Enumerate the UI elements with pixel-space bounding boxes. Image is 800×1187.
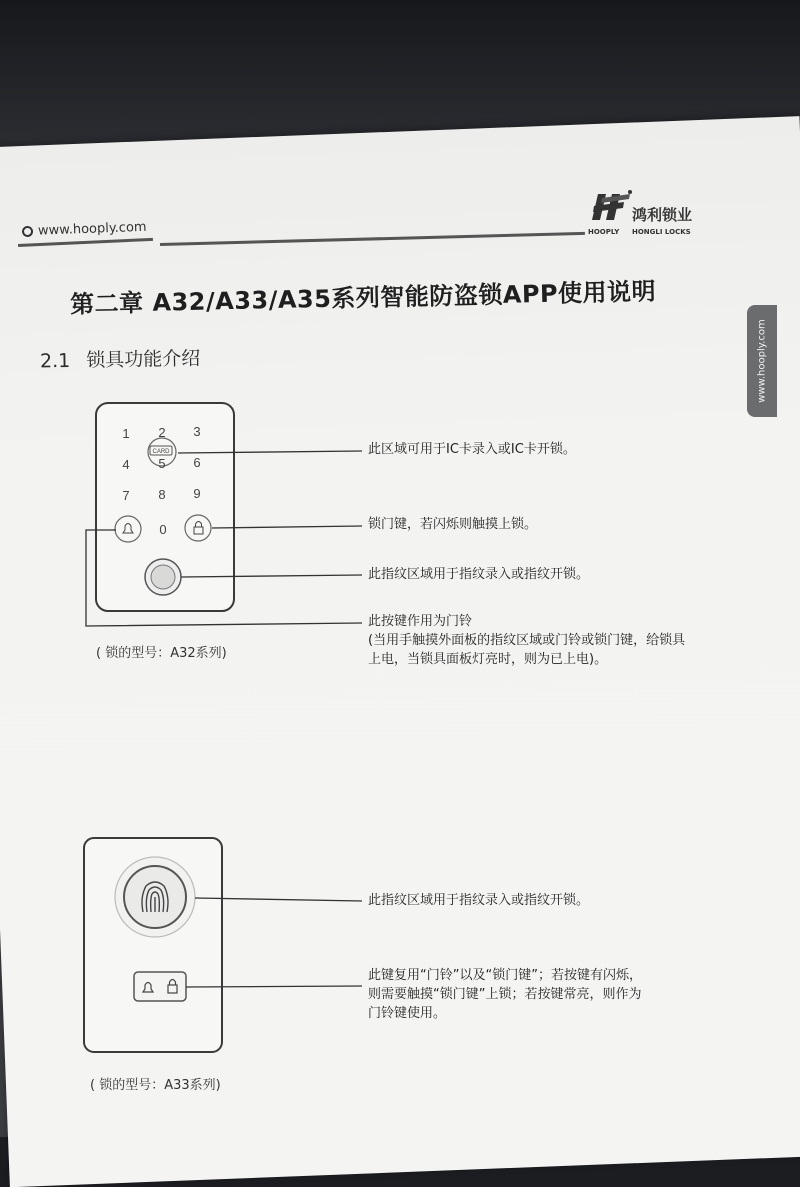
key-4: 4 (122, 457, 130, 472)
brand-name-cn: 鸿利锁业 (632, 206, 693, 224)
key-6: 6 (193, 455, 201, 470)
bell-lock-combo-key (134, 972, 186, 1001)
key-9: 9 (193, 486, 201, 501)
side-tab-url: www.hooply.com (756, 319, 768, 403)
annotation-bell-line-2: (当用手触摸外面板的指纹区域或门铃或锁门键，给锁具 (368, 633, 686, 648)
chapter-title: 第二章 A32/A33/A35系列智能防盗锁APP使用说明 (69, 277, 657, 319)
annotation-combo-line-2: 则需要触摸“锁门键”上锁；若按键常亮，则作为 (368, 987, 642, 1002)
annotation-combo-line-3: 门铃键使用。 (368, 1006, 447, 1021)
website-url: www.hooply.com (37, 219, 147, 239)
section-number: 2.1 (39, 349, 71, 373)
annotation-lock-key: 锁门键，若闪烁则触摸上锁。 (368, 517, 538, 532)
annotation-combo-key (368, 966, 642, 1023)
annotation-fingerprint-a33: 此指纹区域用于指纹录入或指纹开锁。 (368, 893, 590, 908)
annotation-ic-area: 此区域可用于IC卡录入或IC卡开锁。 (368, 442, 576, 457)
caption-a32: ( 锁的型号：A32系列) (96, 646, 227, 661)
annotation-bell (368, 612, 685, 669)
fingerprint-icon (151, 565, 175, 589)
key-7: 7 (122, 488, 130, 503)
key-1: 1 (122, 426, 130, 441)
card-label: CARD (152, 449, 170, 455)
annotation-fingerprint-a32: 此指纹区域用于指纹录入或指纹开锁。 (368, 567, 590, 582)
section-title: 锁具功能介绍 (86, 347, 201, 372)
caption-a33: ( 锁的型号：A33系列) (90, 1078, 221, 1093)
key-0: 0 (159, 522, 167, 537)
annotation-bell-line-3: 上电，当锁具面板灯亮时，则为已上电)。 (368, 652, 608, 667)
key-3: 3 (193, 424, 201, 439)
annotation-bell-line-1: 此按键作用为门铃 (368, 614, 473, 629)
brand-name-en-left: HOOPLY (588, 228, 620, 236)
brand-name-en-right: HONGLI LOCKS (632, 228, 691, 236)
key-5: 5 (158, 456, 166, 471)
annotation-combo-line-1: 此键复用“门铃”以及“锁门键”；若按键有闪烁， (368, 968, 642, 983)
key-8: 8 (158, 487, 166, 502)
key-2: 2 (158, 425, 166, 440)
